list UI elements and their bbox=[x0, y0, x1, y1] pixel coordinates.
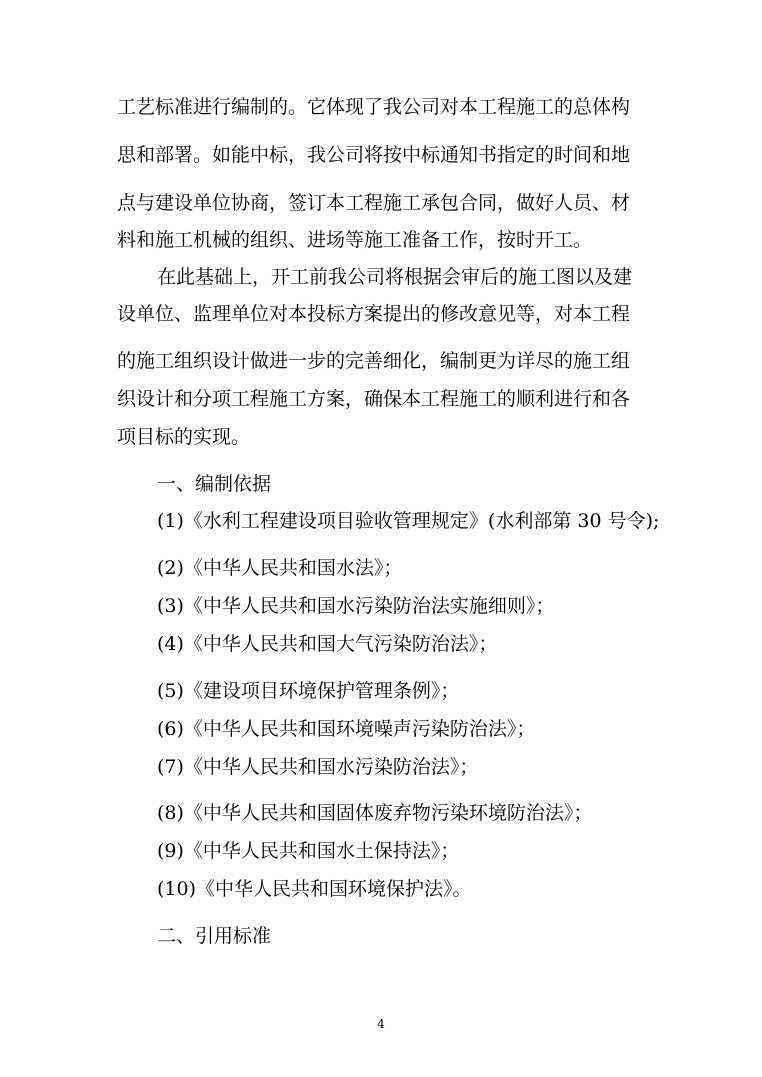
paragraph-line: 工艺标准进行编制的。它体现了我公司对本工程施工的总体构 bbox=[117, 96, 631, 118]
paragraph-line: 思和部署。如能中标，我公司将按中标通知书指定的时间和地 bbox=[117, 144, 631, 166]
basis-list-item: (2)《中华人民共和国水法》； bbox=[157, 557, 403, 579]
paragraph-line: 设单位、监理单位对本投标方案提出的修改意见等，对本工程 bbox=[117, 303, 631, 325]
basis-list-item: (3)《中华人民共和国水污染防治法实施细则》； bbox=[157, 595, 555, 617]
section-heading-standards: 二、引用标准 bbox=[157, 925, 272, 947]
paragraph-line: 项目标的实现。 bbox=[117, 426, 251, 448]
paragraph-line: 料和施工机械的组织、进场等施工准备工作，按时开工。 bbox=[117, 229, 593, 251]
basis-list-item: (10)《中华人民共和国环境保护法》。 bbox=[157, 878, 472, 900]
paragraph-line: 的施工组织设计做进一步的完善细化，编制更为详尽的施工组 bbox=[117, 350, 631, 372]
basis-list-item: (7)《中华人民共和国水污染防治法》； bbox=[157, 756, 479, 778]
section-heading-basis: 一、编制依据 bbox=[157, 473, 272, 495]
basis-list-item: (8)《中华人民共和国固体废弃物污染环境防治法》； bbox=[157, 802, 593, 824]
paragraph-line: 点与建设单位协商，签订本工程施工承包合同，做好人员、材 bbox=[117, 192, 631, 214]
basis-list-item: (9)《中华人民共和国水土保持法》； bbox=[157, 840, 460, 862]
basis-list-item: (1)《水利工程建设项目验收管理规定》(水利部第 30 号令); bbox=[157, 510, 660, 532]
page-number: 4 bbox=[377, 1017, 385, 1031]
basis-list-item: (6)《中华人民共和国环境噪声污染防治法》； bbox=[157, 718, 536, 740]
paragraph-line: 在此基础上，开工前我公司将根据会审后的施工图以及建 bbox=[157, 266, 633, 288]
paragraph-line: 织设计和分项工程施工方案，确保本工程施工的顺利进行和各 bbox=[117, 388, 631, 410]
basis-list-item: (5)《建设项目环境保护管理条例》； bbox=[157, 680, 460, 702]
basis-list-item: (4)《中华人民共和国大气污染防治法》； bbox=[157, 633, 498, 655]
